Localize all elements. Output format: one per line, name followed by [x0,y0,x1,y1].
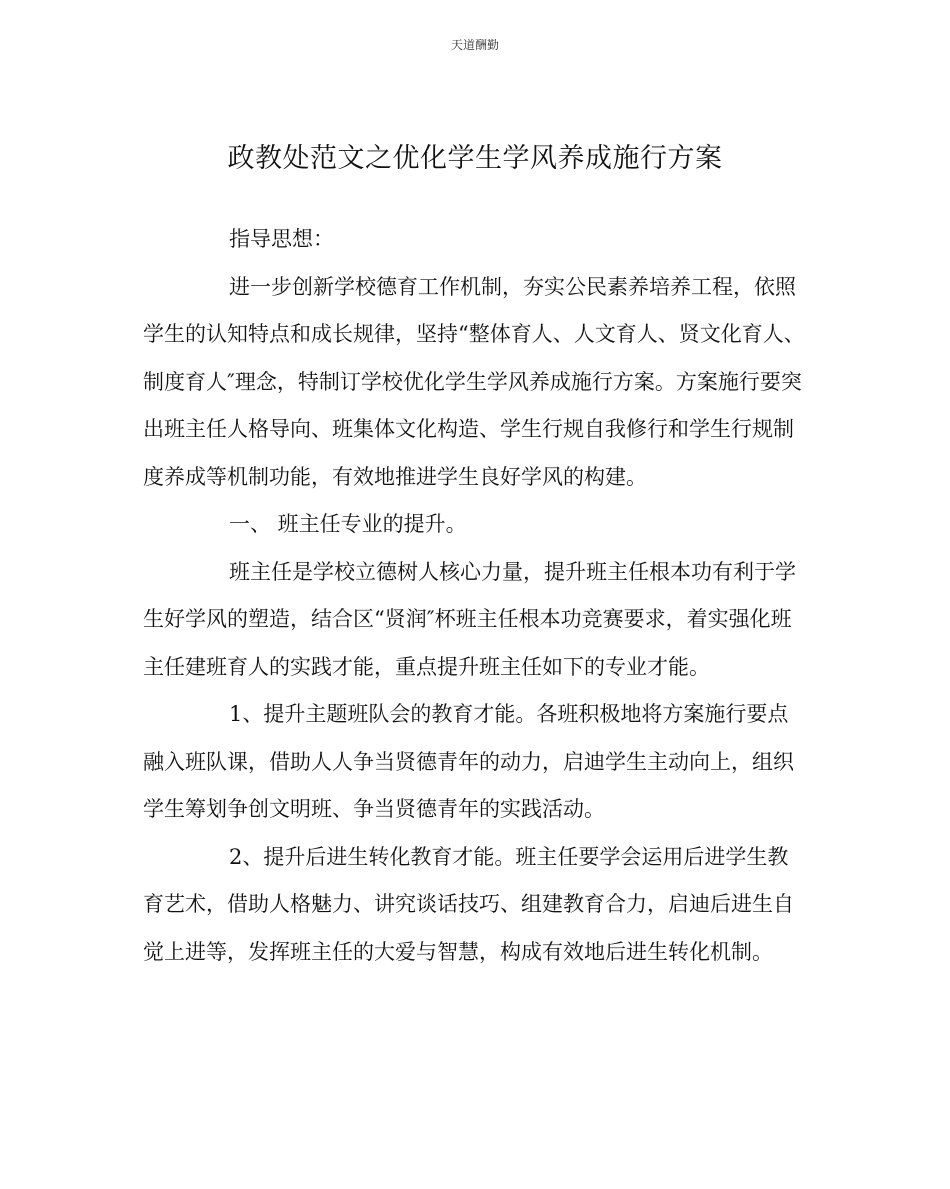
paragraph-item-2: 2、提升后进生转化教育才能。班主任要学会运用后进学生教育艺术，借助人格魅力、讲究谈话技巧、组建教育合力，启迪后进生自觉上进等，发挥班主任的大爱与智慧，构成有效地后进生转化机制。 [143,844,794,964]
paragraph-section-one-heading: 一、 班主任专业的提升。 [229,512,467,536]
document-body [143,216,809,976]
paragraph-item-1: 1、提升主题班队会的教育才能。各班积极地将方案施行要点融入班队课，借助人人争当贤德青年的动力，启迪学生主动向上，组织学生筹划争创文明班、争当贤德青年的实践活动。 [143,702,794,821]
page-header: 天道酬勤 [450,38,499,52]
paragraph-guiding-thought: 进一步创新学校德育工作机制，夯实公民素养培养工程，依照学生的认知特点和成长规律，坚持“整体育人、人文育人、贤文化育人、制度育人″理念，特制订学校优化学生学风养成施行方案。方案施行要突出班主任人格导向、班集体文化构造、学生行规自我修行和学生行规制度养成等机制功能，有效地推进学生良好学风的构建。 [143,274,805,489]
paragraph-section-one-intro: 班主任是学校立德树人核心力量，提升班主任根本功有利于学生好学风的塑造，结合区“贤润″杯班主任根本功竞赛要求，着实强化班主任建班育人的实践才能，重点提升班主任如下的专业才能。 [143,559,796,679]
paragraph-guiding-thought-heading: 指导思想： [229,227,334,251]
document-title: 政教处范文之优化学生学风养成施行方案 [227,143,723,174]
